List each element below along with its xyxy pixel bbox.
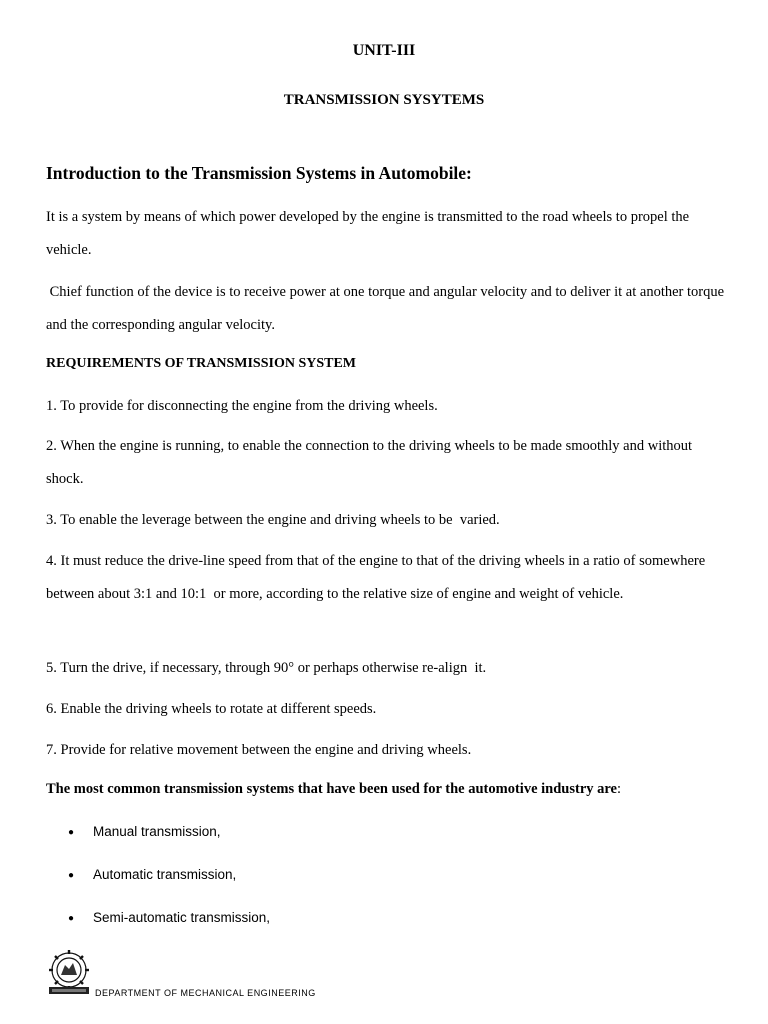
list-item-label: Automatic transmission, [93,867,237,882]
college-emblem-icon [44,947,94,997]
common-systems-lead: The most common transmission systems that have been used for the automotive industry are [46,781,617,797]
list-item [68,824,221,839]
requirement-item: 2. When the engine is running, to enable the connection to the driving wheels to be made smoothly and without shock. [46,438,693,487]
list-item-label: Manual transmission, [93,824,221,839]
requirement-item: 3. To enable the leverage between the engine and driving wheels to be varied. [46,512,500,528]
bullet-icon: ● [68,912,75,924]
page-title: TRANSMISSION SYSYTEMS [283,92,485,108]
requirement-item: 7. Provide for relative movement between the engine and driving wheels. [46,742,472,758]
bullet-icon: ● [68,826,75,838]
bullet-icon: ● [68,869,75,881]
common-systems-intro [46,781,621,798]
footer-department: DEPARTMENT OF MECHANICAL ENGINEERING [95,988,316,998]
requirement-item: 5. Turn the drive, if necessary, through 90° or perhaps otherwise re-align it. [46,660,487,676]
unit-heading: UNIT-III [352,42,416,59]
requirement-item: 4. It must reduce the drive-line speed from that of the engine to that of the driving wheels in a ratio of somewhere between about 3:1 and 10:1 or more, according to the relative size of engine and weight of vehicle. [46,553,709,602]
list-item [68,867,236,882]
requirement-item: 6. Enable the driving wheels to rotate at different speeds. [46,701,377,717]
requirement-item: 1. To provide for disconnecting the engine from the driving wheels. [46,398,438,414]
list-item-label: Semi-automatic transmission, [93,910,271,925]
list-item [68,910,270,925]
requirements-heading: REQUIREMENTS OF TRANSMISSION SYSTEM [46,356,357,371]
intro-paragraph-1: It is a system by means of which power developed by the engine is transmitted to the road wheels to propel the vehicle. [46,209,690,258]
common-systems-colon: : [617,781,622,797]
intro-heading: Introduction to the Transmission Systems in Automobile: [46,163,472,183]
intro-paragraph-2: Chief function of the device is to receive power at one torque and angular velocity and to deliver it at another torque and the corresponding angular velocity. [46,284,728,333]
